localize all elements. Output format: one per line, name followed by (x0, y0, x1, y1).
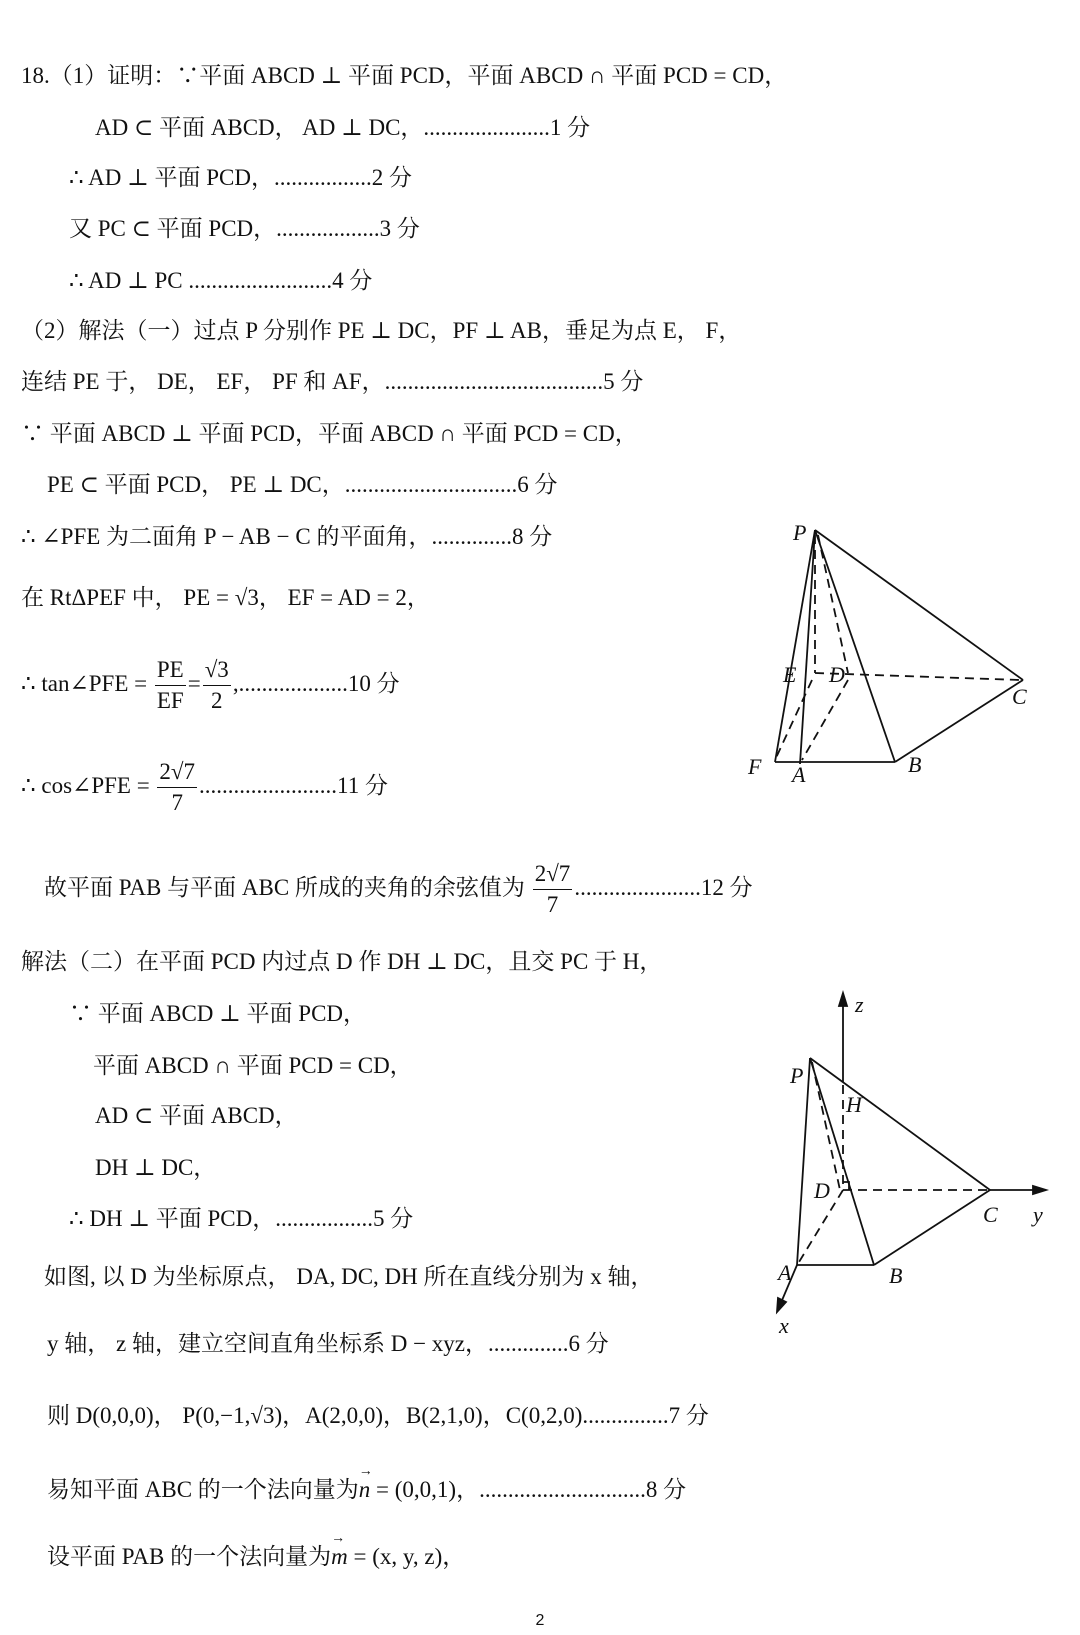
text-line: ∴ AD ⊥ PC .........................4 分 (69, 268, 373, 293)
tan-prefix: ∴ tan∠PFE = (21, 671, 148, 696)
text-line: AD ⊂ 平面 ABCD， AD ⊥ DC，......................1 分 (95, 115, 591, 140)
text-line: ∴ DH ⊥ 平面 PCD，.................5 分 (69, 1206, 414, 1231)
denominator: 7 (171, 790, 183, 816)
label-y-axis: y (1033, 1202, 1043, 1227)
label-P: P (790, 1063, 804, 1088)
text-line: AD ⊂ 平面 ABCD， (95, 1103, 298, 1128)
label-F: F (748, 754, 762, 779)
label-P: P (793, 520, 807, 545)
numerator: 2√7 (533, 859, 573, 890)
text-line: 18.（1）证明：∵平面 ABCD ⊥ 平面 PCD，平面 ABCD ∩ 平面 PCD = CD， (21, 63, 788, 88)
label-D: D (814, 1178, 830, 1203)
cos-prefix: ∴ cos∠PFE = (21, 773, 150, 798)
text-line: y 轴， z 轴，建立空间直角坐标系 D − xyz，..............6 分 (47, 1331, 609, 1356)
text-line: 解法（二）在平面 PCD 内过点 D 作 DH ⊥ DC，且交 PC 于 H， (21, 949, 663, 974)
text-line: ∵ 平面 ABCD ⊥ 平面 PCD，平面 ABCD ∩ 平面 PCD = CD， (21, 421, 638, 446)
pyramid-figure-1 (775, 530, 1023, 764)
normal-n-prefix: 易知平面 ABC 的一个法向量为 (47, 1477, 359, 1502)
label-H: H (846, 1092, 862, 1117)
text-line: 连结 PE 于， DE， EF， PF 和 AF，......................................5 分 (21, 369, 644, 394)
text-line: ∵ 平面 ABCD ⊥ 平面 PCD， (69, 1001, 367, 1026)
label-C: C (1012, 684, 1027, 709)
text-line: DH ⊥ DC， (95, 1155, 217, 1180)
numerator: PE (155, 655, 186, 686)
text-line: 在 RtΔPEF 中， PE = √3， EF = AD = 2， (21, 585, 430, 610)
text-line: 如图, 以 D 为坐标原点， DA, DC, DH 所在直线分别为 x 轴， (44, 1264, 654, 1289)
score-dots: ,...................10 分 (232, 671, 400, 696)
label-x-axis: x (779, 1313, 789, 1338)
label-E: E (783, 662, 797, 687)
text-line: 则 D(0,0,0)， P(0,−1,√3)，A(2,0,0)，B(2,1,0)，C(0,2,0)...............7 分 (47, 1403, 709, 1428)
label-D: D (829, 662, 845, 687)
numerator: √3 (203, 655, 231, 686)
label-z-axis: z (855, 992, 864, 1017)
label-A: A (792, 762, 806, 787)
text-line: PE ⊂ 平面 PCD， PE ⊥ DC，..............................6 分 (47, 472, 558, 497)
numerator: 2√7 (157, 757, 197, 788)
score-dots: ........................11 分 (199, 773, 388, 798)
page-number: 2 (535, 1612, 545, 1629)
text-line: 平面 ABCD ∩ 平面 PCD = CD， (93, 1053, 413, 1078)
score-dots: ......................12 分 (574, 875, 753, 900)
label-B: B (889, 1263, 903, 1288)
pyramid-figure-2 (777, 993, 1046, 1312)
label-B: B (908, 752, 922, 777)
normal-m-prefix: 设平面 PAB 的一个法向量为 (47, 1544, 332, 1569)
equals: = (187, 671, 201, 696)
text-line: ∴ ∠PFE 为二面角 P − AB − C 的平面角，..............8 分 (21, 524, 553, 549)
denominator: EF (156, 688, 184, 714)
vector-n: → n (359, 1476, 371, 1504)
denominator: 2 (211, 688, 223, 714)
denominator: 7 (546, 892, 559, 918)
conclusion-prefix: 故平面 PAB 与平面 ABC 所成的夹角的余弦值为 (44, 875, 525, 900)
text-line: （2）解法（一）过点 P 分别作 PE ⊥ DC，PF ⊥ AB，垂足为点 E， F， (21, 318, 742, 343)
text-line: 又 PC ⊂ 平面 PCD，..................3 分 (69, 216, 420, 241)
label-C: C (983, 1202, 998, 1227)
normal-m-value: = (x, y, z)， (347, 1544, 466, 1569)
vector-m: → m (331, 1543, 348, 1571)
text-line: ∴ AD ⊥ 平面 PCD，.................2 分 (69, 165, 412, 190)
label-A: A (778, 1260, 792, 1285)
normal-n-value: = (0,0,1)，.............................8 分 (370, 1477, 687, 1502)
